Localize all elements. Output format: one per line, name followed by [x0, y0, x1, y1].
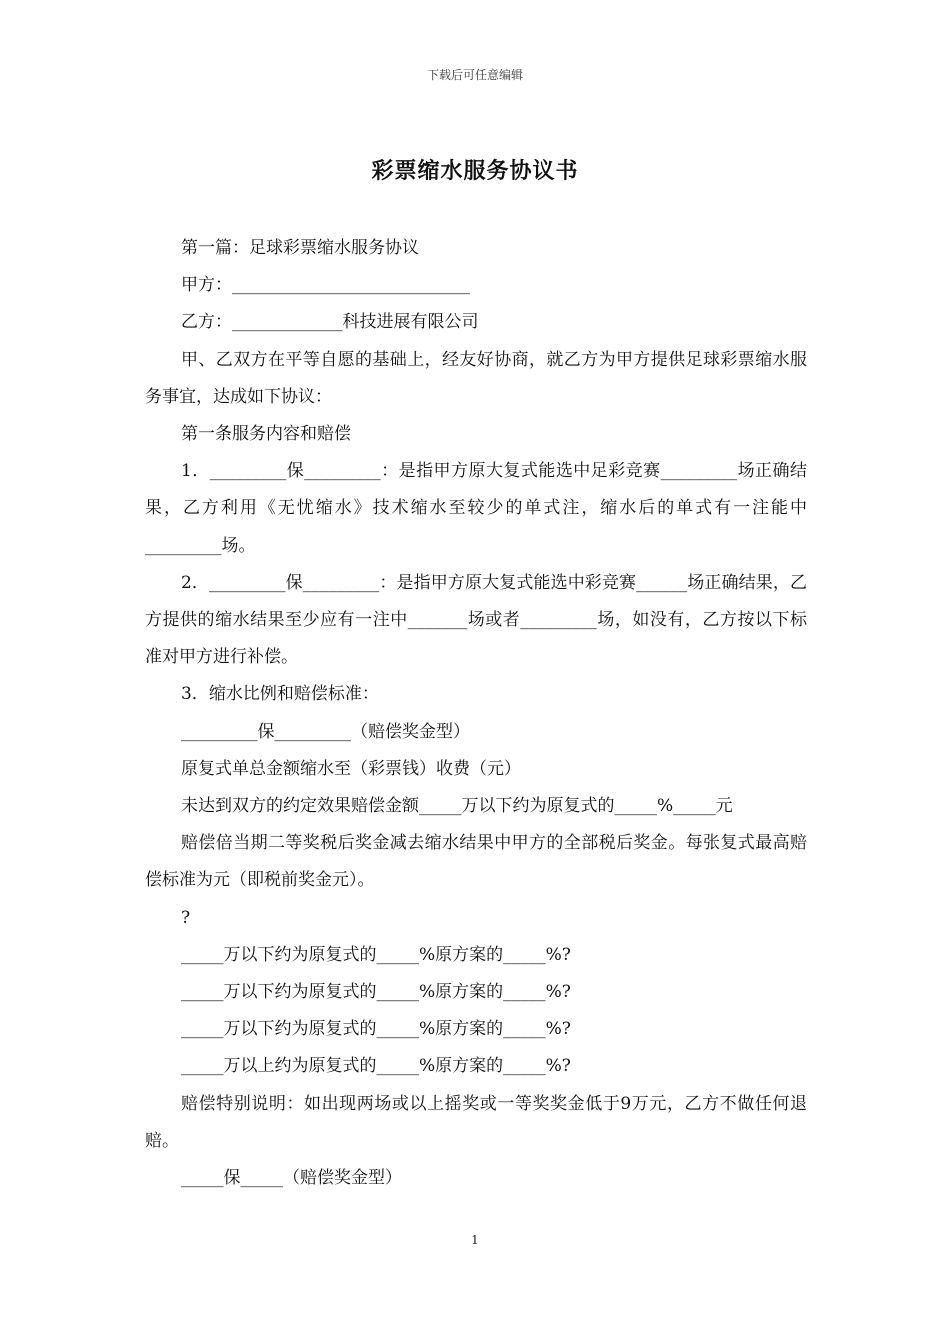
paragraph-special-note: 赔偿特别说明：如出现两场或以上摇奖或一等奖奖金低于9万元，乙方不做任何退赔。	[145, 1093, 807, 1151]
paragraph-ratio-2: _____万以下约为原复式的_____%原方案的_____%?	[181, 982, 571, 1003]
header-note: 下载后可任意编辑	[426, 68, 523, 82]
paragraph-ratio-4: _____万以上约为原复式的_____%原方案的_____%?	[181, 1056, 571, 1077]
paragraph-item-3: 3．缩水比例和赔偿标准：	[181, 684, 379, 705]
paragraph-question-mark: ?	[181, 907, 191, 928]
paragraph-ratio-3: _____万以下约为原复式的_____%原方案的_____%?	[181, 1019, 571, 1040]
paragraph-item-2: 2．_________保_________：是指甲方原大复式能选中彩竞赛______场正确结果，乙方提供的缩水结果至少应有一注中_______场或者_________场，如没有，乙方按以下标准对甲方进行补偿。	[145, 572, 807, 668]
paragraph-type-b: _____保_____（赔偿奖金型）	[181, 1168, 402, 1189]
paragraph-intro: 甲、乙双方在平等自愿的基础上，经友好协商，就乙方为甲方提供足球彩票缩水服务事宜，达成如下协议：	[145, 349, 807, 407]
paragraph-compensation-rule: 赔偿倍当期二等奖税后奖金减去缩水结果中甲方的全部税后奖金。每张复式最高赔偿标准为元（即税前奖金元）。	[145, 833, 807, 891]
document-title: 彩票缩水服务协议书	[371, 158, 579, 184]
page-number: 1	[471, 1233, 479, 1247]
paragraph-type-a: _________保_________（赔偿奖金型）	[181, 721, 470, 742]
paragraph-section-heading: 第一篇：足球彩票缩水服务协议	[181, 238, 419, 258]
paragraph-ratio-1: _____万以下约为原复式的_____%原方案的_____%?	[181, 944, 571, 965]
document-body	[145, 230, 807, 1197]
paragraph-article-1: 第一条服务内容和赔偿	[181, 424, 351, 445]
paragraph-party-b: 乙方：_____________科技进展有限公司	[181, 312, 479, 333]
paragraph-item-1: 1．_________保_________：是指甲方原大复式能选中足彩竞赛_________场正确结果，乙方利用《无忧缩水》技术缩水至较少的单式注，缩水后的单式有一注能中_________场。	[145, 461, 807, 556]
paragraph-fee-line: 原复式单总金额缩水至（彩票钱）收费（元）	[181, 758, 521, 779]
paragraph-party-a: 甲方：____________________________	[181, 275, 470, 296]
paragraph-compensation-amount: 未达到双方的约定效果赔偿金额_____万以下约为原复式的_____%_____元	[181, 796, 733, 817]
